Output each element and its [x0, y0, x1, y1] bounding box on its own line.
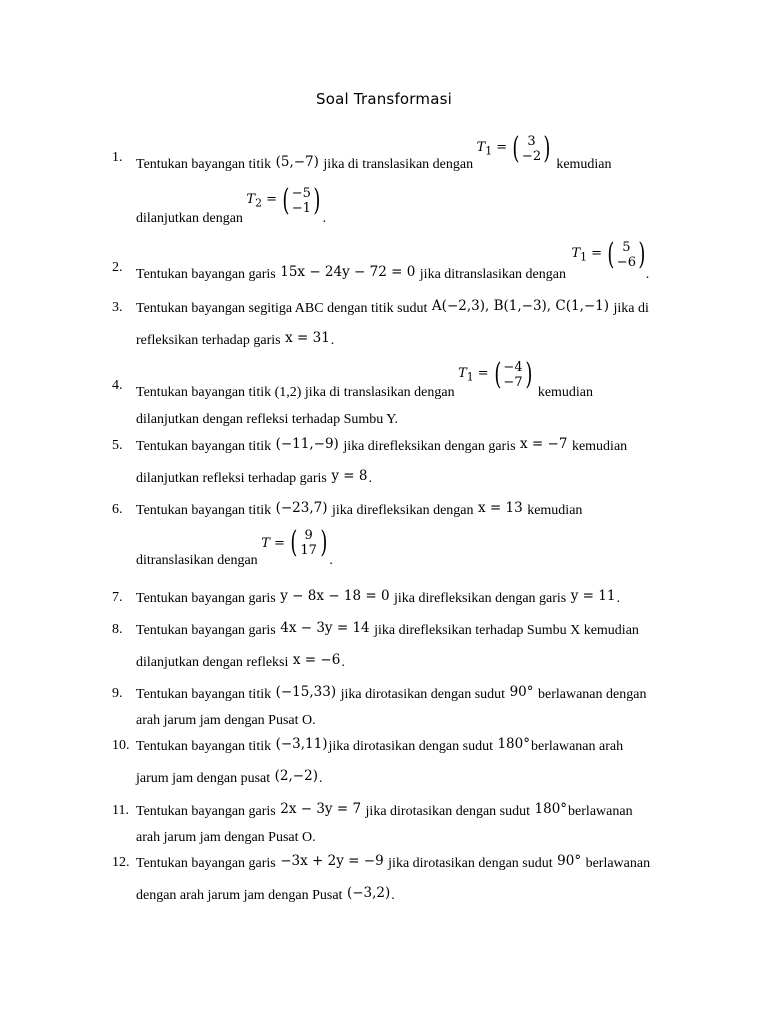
- math-equation: 15x − 24y − 72 = 0: [280, 264, 416, 281]
- translation-vector: $T_2$ = ( −5 −1 ): [246, 183, 321, 218]
- translation-vector: $T_1$ = ( −4 −7 ): [458, 357, 532, 392]
- math-points: A(−2,3), B(1,−3), C(1,−1): [431, 298, 610, 314]
- question-line-1: Tentukan bayangan titik (5,−7) jika di translasikan dengan $T_1$ = ( 3 −2 ) kemudian: [136, 131, 612, 173]
- translation-vector: $T_1$ = ( 3 −2 ): [476, 131, 551, 166]
- question-line-2: dilanjutkan dengan $T_2$ = ( −5 −1 ) .: [136, 183, 327, 227]
- document-page: Soal Transformasi 1. Tentukan bayangan titik (5,−7) jika di translasikan dengan $T_1$ = ( 3 −2 ) kemudian dilanjutkan dengan $T_2$ = ( −5 −1 ) . 2. Tentukan bayangan garis 15x − 24y − 72 = 0 jika ditranslasikan dengan $T_1$ = ( 5 −6 ) . 3. Tentukan bayangan segitiga ABC dengan titik sudut A(−2,3), B(1,−3), C(1,−1) jika di refleksikan terhadap garis x = 31. 4. Tentukan bayangan titik (1,2) jika di translasikan dengan $T_1$ = ( −4 −7 ) kemudian dilanjutkan dengan refleksi terhadap Sumbu Y. 5. Tentukan bayangan titik (−11,−9) jika direfleksikan dengan garis x = −7 kemudian dilanjutkan refleksi terhadap garis y = 8. 6. Tentukan bayangan titik (−23,7) jika direfleksikan dengan x = 13 kemudian ditranslasikan dengan T = ( 9 17 ) . 7. Tentukan bayangan garis y − 8x − 18 = 0 jika direfleksikan dengan garis y = 11. 8. Tentukan bayangan garis 4x − 3y = 14 jika direfleksikan terhadap Sumbu X kemudian dilanjutkan dengan refleksi x = −6. 9. Tentukan bayangan titik (−15,33) jika dirotasikan dengan sudut 90° berlawanan dengan arah jarum jam dengan Pusat O. 10. Tentukan bayangan titik (−3,11)jika dirotasikan dengan sudut 180°berlawanan arah jarum jam dengan pusat (2,−2). 11. Tentukan bayangan garis 2x − 3y = 7 jika dirotasikan dengan sudut 180°berlawanan arah jarum jam dengan Pusat O. 12. Tentukan bayangan garis −3x + 2y = −9 jika dirotasikan dengan sudut 90° berlawanan dengan arah jarum jam dengan Pusat (−3,2).: [0, 0, 768, 1024]
- document-title: Soal Transformasi: [315, 90, 452, 108]
- translation-vector: $T_1$ = ( 5 −6 ): [571, 237, 646, 272]
- translation-vector: T = ( 9 17 ): [261, 525, 327, 560]
- math-equation: x = 31: [285, 330, 330, 346]
- math-point: (5,−7): [275, 154, 319, 171]
- question-number: 1.: [112, 150, 123, 165]
